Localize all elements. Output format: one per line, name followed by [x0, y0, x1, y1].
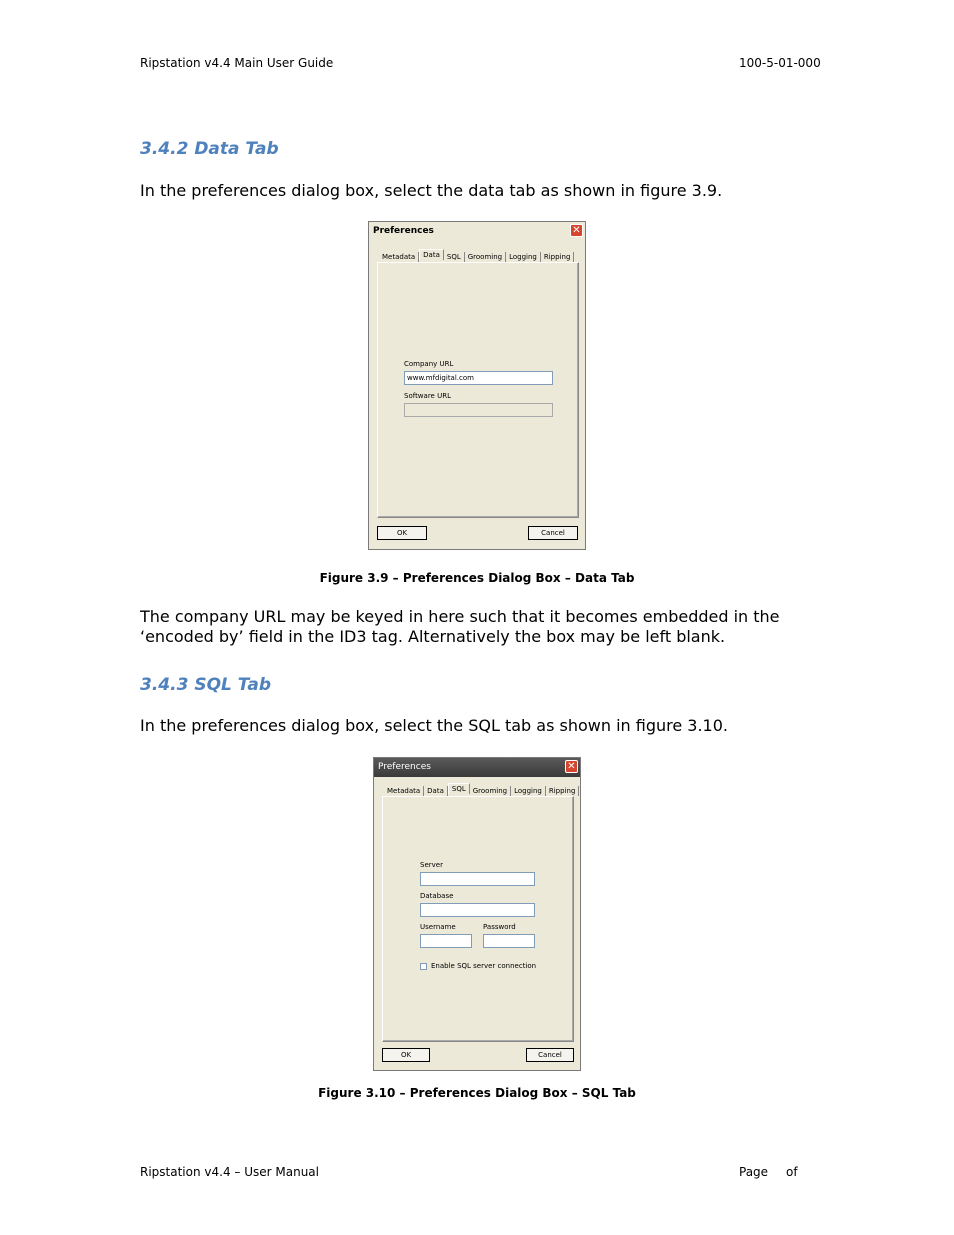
- tab-strip: [379, 250, 574, 262]
- tab-ripping[interactable]: Ripping: [546, 786, 580, 796]
- tab-panel: [382, 796, 574, 1042]
- software-url-label: Software URL: [404, 392, 451, 400]
- tab-panel: [377, 262, 579, 518]
- data-tab-intro: In the preferences dialog box, select the data tab as shown in figure 3.9.: [140, 181, 723, 200]
- preferences-dialog-sql: [373, 757, 581, 1071]
- data-tab-description: The company URL may be keyed in here such that it becomes embedded in the ‘encoded by’ field in the ID3 tag. Alternatively the box may be left blank.: [140, 607, 780, 646]
- tab-grooming[interactable]: Grooming: [470, 786, 511, 796]
- company-url-input[interactable]: www.mfdigital.com: [404, 371, 553, 385]
- sql-tab-intro: In the preferences dialog box, select the SQL tab as shown in figure 3.10.: [140, 716, 728, 735]
- username-label: Username: [420, 923, 456, 931]
- figure-3-9-caption: Figure 3.9 – Preferences Dialog Box – Data Tab: [319, 571, 635, 585]
- header-doc-number: 100-5-01-000: [739, 56, 821, 70]
- tab-data[interactable]: Data: [419, 249, 444, 260]
- figure-3-10-caption: Figure 3.10 – Preferences Dialog Box – SQL Tab: [318, 1086, 636, 1100]
- header-title: Ripstation v4.4 Main User Guide: [140, 56, 334, 70]
- close-icon[interactable]: ✕: [570, 224, 583, 237]
- tab-metadata[interactable]: Metadata: [379, 252, 419, 262]
- username-input[interactable]: [420, 934, 472, 948]
- dialog-title: Preferences: [373, 226, 434, 236]
- footer-title: Ripstation v4.4 – User Manual: [140, 1165, 319, 1179]
- ok-button[interactable]: OK: [377, 526, 427, 540]
- enable-sql-label: Enable SQL server connection: [431, 962, 537, 970]
- cancel-button[interactable]: Cancel: [528, 526, 578, 540]
- section-heading-sql-tab: 3.4.3 SQL Tab: [140, 675, 271, 695]
- server-label: Server: [420, 861, 443, 869]
- dialog-titlebar: [374, 758, 580, 777]
- password-label: Password: [483, 923, 516, 931]
- section-heading-data-tab: 3.4.2 Data Tab: [140, 139, 279, 159]
- tab-sql[interactable]: SQL: [444, 252, 465, 262]
- software-url-input[interactable]: [404, 403, 553, 417]
- password-input[interactable]: [483, 934, 535, 948]
- company-url-label: Company URL: [404, 360, 454, 368]
- close-icon[interactable]: ✕: [565, 760, 578, 773]
- preferences-dialog-data: [368, 221, 586, 550]
- server-input[interactable]: [420, 872, 535, 886]
- tab-data[interactable]: Data: [424, 786, 448, 796]
- tab-sql[interactable]: SQL: [448, 783, 470, 794]
- tab-logging[interactable]: Logging: [506, 252, 541, 262]
- dialog-title: Preferences: [378, 762, 431, 772]
- ok-button[interactable]: OK: [382, 1048, 430, 1062]
- footer-page-label: Page: [739, 1165, 769, 1179]
- footer-of-label: of: [786, 1165, 798, 1179]
- tab-strip: [384, 784, 579, 796]
- cancel-button[interactable]: Cancel: [526, 1048, 574, 1062]
- database-input[interactable]: [420, 903, 535, 917]
- tab-logging[interactable]: Logging: [511, 786, 546, 796]
- database-label: Database: [420, 892, 454, 900]
- dialog-titlebar: [369, 222, 585, 241]
- tab-ripping[interactable]: Ripping: [541, 252, 575, 262]
- tab-grooming[interactable]: Grooming: [465, 252, 506, 262]
- tab-metadata[interactable]: Metadata: [384, 786, 424, 796]
- enable-sql-checkbox[interactable]: [420, 963, 427, 970]
